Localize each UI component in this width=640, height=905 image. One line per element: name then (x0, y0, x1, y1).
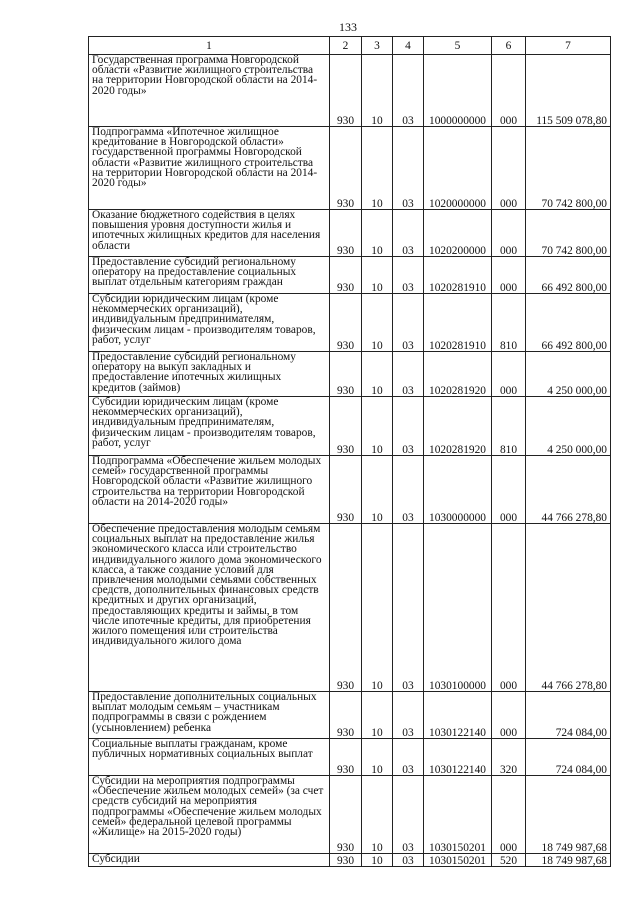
target-article-code: 1030000000 (424, 456, 492, 524)
item-name: Субсидии (89, 854, 330, 867)
page-number: 133 (339, 20, 357, 34)
subsection-code: 03 (393, 854, 424, 867)
subsection-code: 03 (393, 776, 424, 854)
item-name: Социальные выплаты гражданам, кроме публичных нормативных социальных выплат (89, 739, 330, 776)
subsection-code: 03 (393, 739, 424, 776)
section-code: 10 (362, 397, 393, 456)
target-article-code: 1020281920 (424, 397, 492, 456)
subsection-code: 03 (393, 294, 424, 352)
section-code: 10 (362, 456, 393, 524)
expense-type-code: 000 (492, 55, 526, 127)
section-code: 10 (362, 524, 393, 692)
amount: 44 766 278,80 (526, 524, 611, 692)
item-name: Государственная программа Новгородской области «Развитие жилищного строительства на территории Новгородской области на 2014-2020 годы» (89, 55, 330, 127)
expense-type-code: 810 (492, 294, 526, 352)
target-article-code: 1030100000 (424, 524, 492, 692)
expense-type-code: 520 (492, 854, 526, 867)
ministry-code: 930 (330, 397, 362, 456)
expense-type-code: 000 (492, 127, 526, 210)
subsection-code: 03 (393, 397, 424, 456)
subsection-code: 03 (393, 127, 424, 210)
table-row (89, 739, 611, 776)
section-code: 10 (362, 210, 393, 257)
target-article-code: 1020281920 (424, 352, 492, 397)
item-name: Оказание бюджетного содействия в целях повышения уровня доступности жилья и ипотечных жилищных кредитов для населения области (89, 210, 330, 257)
amount: 115 509 078,80 (526, 55, 611, 127)
expense-type-code: 000 (492, 776, 526, 854)
section-code: 10 (362, 854, 393, 867)
ministry-code: 930 (330, 692, 362, 739)
section-code: 10 (362, 692, 393, 739)
ministry-code: 930 (330, 210, 362, 257)
target-article-code: 1030150201 (424, 776, 492, 854)
column-header: 6 (492, 37, 526, 55)
section-code: 10 (362, 55, 393, 127)
table-row (89, 524, 611, 692)
column-header: 5 (424, 37, 492, 55)
table-row (89, 776, 611, 854)
subsection-code: 03 (393, 210, 424, 257)
subsection-code: 03 (393, 692, 424, 739)
item-name: Предоставление дополнительных социальных выплат молодым семьям – участникам подпрограммы в связи с рождением (усыновлением) ребенка (89, 692, 330, 739)
expense-type-code: 000 (492, 456, 526, 524)
ministry-code: 930 (330, 739, 362, 776)
ministry-code: 930 (330, 55, 362, 127)
item-name: Подпрограмма «Обеспечение жильем молодых семей» государственной программы Новгородской области «Развитие жилищного строительства на территории Новгородской области на 2014-2020 годы» (89, 456, 330, 524)
item-name: Предоставление субсидий региональному оператору на предоставление социальных выплат отдельным категориям граждан (89, 257, 330, 294)
amount: 44 766 278,80 (526, 456, 611, 524)
amount: 66 492 800,00 (526, 294, 611, 352)
table-row (89, 456, 611, 524)
table-row (89, 692, 611, 739)
table-row (89, 55, 611, 127)
target-article-code: 1020000000 (424, 127, 492, 210)
item-name: Предоставление субсидий региональному оператору на выкуп закладных и предоставление ипотечных жилищных кредитов (займов) (89, 352, 330, 397)
amount: 70 742 800,00 (526, 210, 611, 257)
subsection-code: 03 (393, 55, 424, 127)
amount: 724 084,00 (526, 692, 611, 739)
ministry-code: 930 (330, 524, 362, 692)
budget-table (88, 36, 611, 867)
target-article-code: 1020281910 (424, 257, 492, 294)
table-row (89, 127, 611, 210)
column-header: 2 (330, 37, 362, 55)
column-header: 3 (362, 37, 393, 55)
subsection-code: 03 (393, 257, 424, 294)
expense-type-code: 320 (492, 739, 526, 776)
section-code: 10 (362, 776, 393, 854)
amount: 18 749 987,68 (526, 854, 611, 867)
target-article-code: 1020281910 (424, 294, 492, 352)
item-name: Субсидии юридическим лицам (кроме некоммерческих организаций), индивидуальным предпринимателям, физическим лицам - производителям товаров, работ, услуг (89, 294, 330, 352)
table-row (89, 854, 611, 867)
target-article-code: 1000000000 (424, 55, 492, 127)
amount: 18 749 987,68 (526, 776, 611, 854)
amount: 4 250 000,00 (526, 352, 611, 397)
target-article-code: 1030122140 (424, 739, 492, 776)
subsection-code: 03 (393, 352, 424, 397)
ministry-code: 930 (330, 456, 362, 524)
ministry-code: 930 (330, 257, 362, 294)
target-article-code: 1020200000 (424, 210, 492, 257)
subsection-code: 03 (393, 524, 424, 692)
section-code: 10 (362, 739, 393, 776)
item-name: Субсидии юридическим лицам (кроме некоммерческих организаций), индивидуальным предпринимателям, физическим лицам - производителям товаров, работ, услуг (89, 397, 330, 456)
expense-type-code: 000 (492, 352, 526, 397)
section-code: 10 (362, 352, 393, 397)
table-row (89, 210, 611, 257)
column-header: 1 (89, 37, 330, 55)
expense-type-code: 000 (492, 257, 526, 294)
amount: 70 742 800,00 (526, 127, 611, 210)
column-header: 4 (393, 37, 424, 55)
section-code: 10 (362, 127, 393, 210)
amount: 724 084,00 (526, 739, 611, 776)
ministry-code: 930 (330, 776, 362, 854)
item-name: Субсидии на мероприятия подпрограммы «Обеспечение жильем молодых семей» (за счет средств субсидий на мероприятия подпрограммы «Обеспечение жильем молодых семей» федеральной целевой программы «Жилище» на 2015-2020 годы) (89, 776, 330, 854)
amount: 66 492 800,00 (526, 257, 611, 294)
table-row (89, 294, 611, 352)
item-name: Обеспечение предоставления молодым семьям социальных выплат на предоставление жилья экономического класса или строительство индивидуального жилого дома экономического класса, а также создание условий для привлечения молодыми семьями собственных средств, дополнительных финансовых средств кредитных и других организаций, предоставляющих кредиты и займы, в том числе ипотечные кредиты, для приобретения жилого помещения или строительства индивидуального жилого дома (89, 524, 330, 692)
amount: 4 250 000,00 (526, 397, 611, 456)
table-row (89, 352, 611, 397)
table-header-row (89, 37, 611, 55)
table-row (89, 257, 611, 294)
section-code: 10 (362, 294, 393, 352)
ministry-code: 930 (330, 854, 362, 867)
expense-type-code: 000 (492, 692, 526, 739)
item-name: Подпрограмма «Ипотечное жилищное кредитование в Новгородской области» государственной программы Новгородской области «Развитие жилищного строительства на территории Новгородской области на 2014-2020 годы» (89, 127, 330, 210)
table-row (89, 397, 611, 456)
expense-type-code: 810 (492, 397, 526, 456)
subsection-code: 03 (393, 456, 424, 524)
target-article-code: 1030122140 (424, 692, 492, 739)
target-article-code: 1030150201 (424, 854, 492, 867)
ministry-code: 930 (330, 127, 362, 210)
column-header: 7 (526, 37, 611, 55)
expense-type-code: 000 (492, 524, 526, 692)
section-code: 10 (362, 257, 393, 294)
ministry-code: 930 (330, 294, 362, 352)
expense-type-code: 000 (492, 210, 526, 257)
ministry-code: 930 (330, 352, 362, 397)
